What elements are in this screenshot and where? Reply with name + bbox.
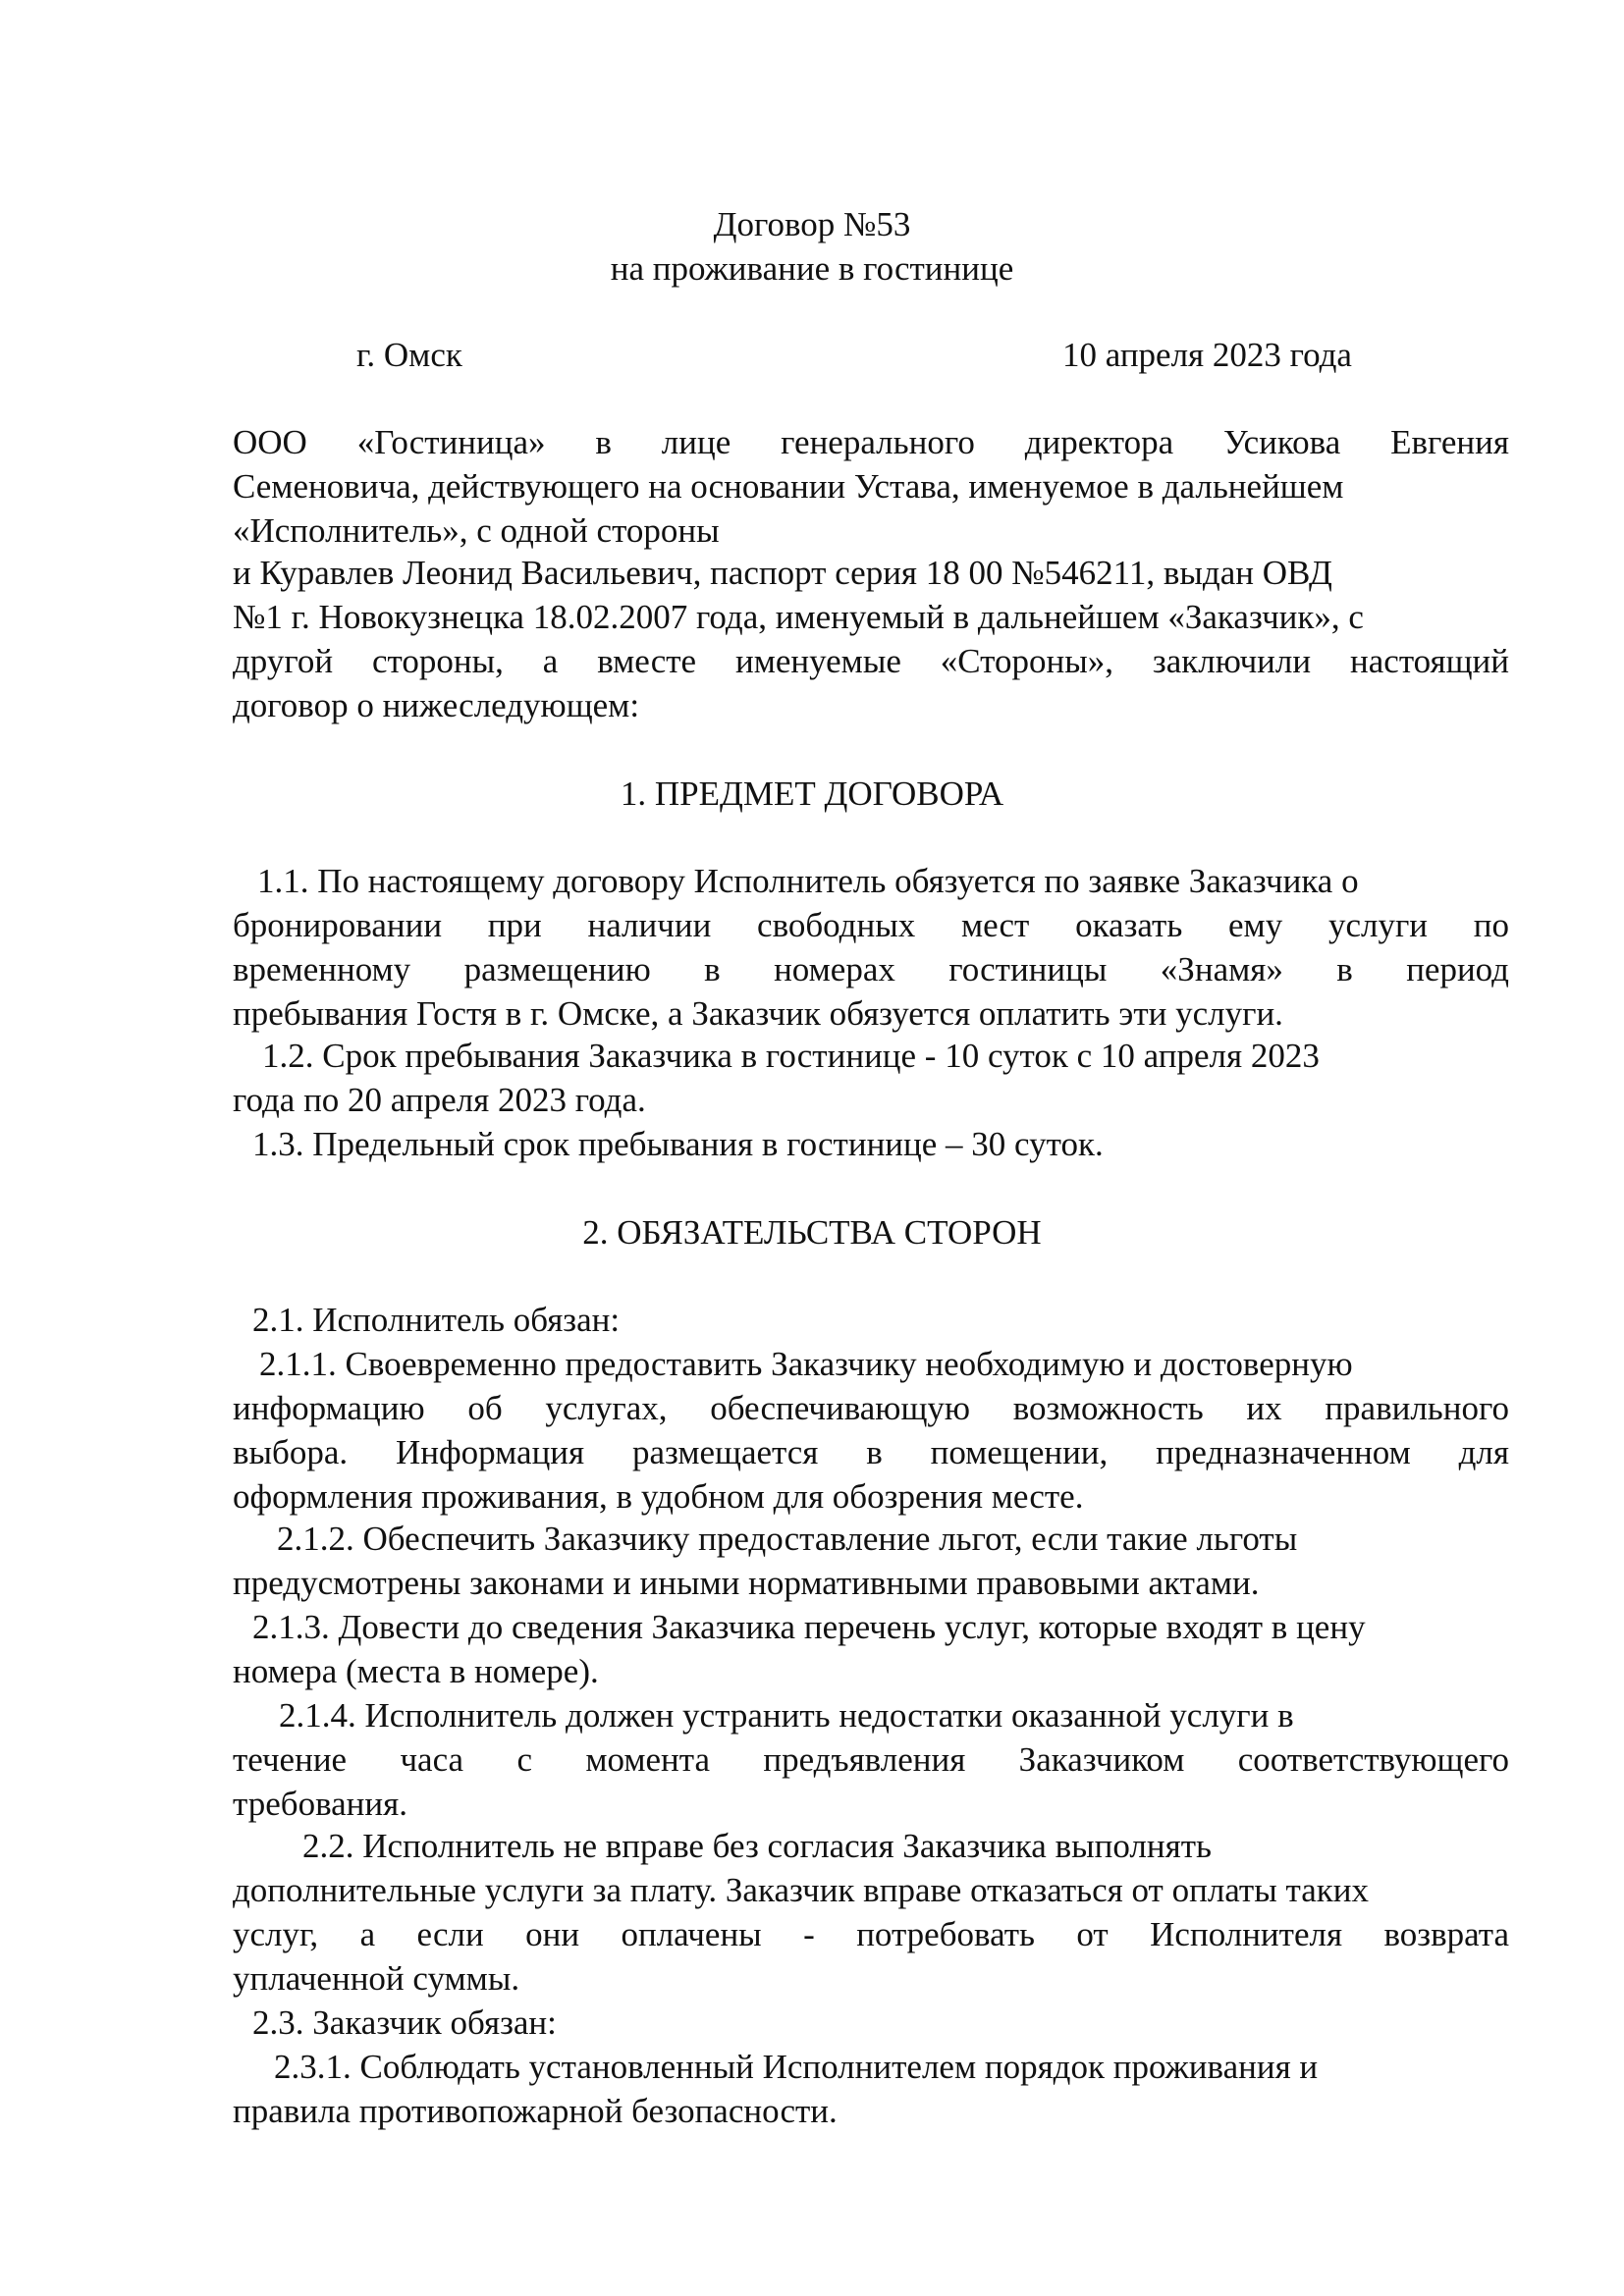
preamble-line: №1 г. Новокузнецка 18.02.2007 года, именуемый в дальнейшем «Заказчик», с — [233, 598, 1364, 636]
clause-line: правила противопожарной безопасности. — [233, 2092, 838, 2130]
preamble-line: другой стороны, а вместе именуемые «Стороны», заключили настоящий — [233, 642, 1509, 680]
clause-line: 1.2. Срок пребывания Заказчика в гостинице - 10 суток с 10 апреля 2023 — [262, 1037, 1320, 1075]
preamble-line: и Куравлев Леонид Васильевич, паспорт серия 18 00 №546211, выдан ОВД — [233, 554, 1332, 592]
section-2-heading: 2. ОБЯЗАТЕЛЬСТВА СТОРОН — [582, 1213, 1042, 1252]
preamble-line: договор о нижеследующем: — [233, 686, 640, 724]
document-subtitle: на проживание в гостинице — [610, 249, 1014, 288]
preamble-line: ООО «Гостиница» в лице генерального директора Усикова Евгения — [233, 423, 1509, 461]
clause-line: 2.1.4. Исполнитель должен устранить недостатки оказанной услуги в — [279, 1696, 1294, 1735]
clause-line: дополнительные услуги за плату. Заказчик вправе отказаться от оплаты таких — [233, 1871, 1369, 1909]
clause-line: 2.1. Исполнитель обязан: — [252, 1301, 621, 1339]
clause-line: течение часа с момента предъявления Заказчиком соответствующего — [233, 1740, 1509, 1779]
section-1-heading: 1. ПРЕДМЕТ ДОГОВОРА — [620, 774, 1004, 813]
clause-line: 2.1.3. Довести до сведения Заказчика перечень услуг, которые входят в цену — [252, 1608, 1366, 1646]
clause-line: оформления проживания, в удобном для обозрения месте. — [233, 1477, 1084, 1516]
clause-line: информацию об услугах, обеспечивающую возможность их правильного — [233, 1389, 1509, 1427]
preamble-line: Семеновича, действующего на основании Устава, именуемое в дальнейшем — [233, 467, 1344, 506]
clause-line: 2.2. Исполнитель не вправе без согласия Заказчика выполнять — [302, 1827, 1212, 1865]
clause-line: 2.1.1. Своевременно предоставить Заказчику необходимую и достоверную — [259, 1345, 1353, 1383]
date: 10 апреля 2023 года — [1062, 336, 1352, 374]
clause-line: предусмотрены законами и иными нормативными правовыми актами. — [233, 1564, 1260, 1602]
clause-line: 2.1.2. Обеспечить Заказчику предоставление льгот, если такие льготы — [277, 1520, 1298, 1558]
clause-line: временному размещению в номерах гостиницы «Знамя» в период — [233, 950, 1509, 988]
clause-line: выбора. Информация размещается в помещении, предназначенном для — [233, 1433, 1509, 1471]
clause-line: 1.3. Предельный срок пребывания в гостинице – 30 суток. — [252, 1125, 1104, 1163]
clause-line: года по 20 апреля 2023 года. — [233, 1081, 646, 1119]
preamble-line: «Исполнитель», с одной стороны — [233, 511, 720, 550]
clause-line: услуг, а если они оплачены - потребовать от Исполнителя возврата — [233, 1915, 1509, 1953]
clause-line: 1.1. По настоящему договору Исполнитель обязуется по заявке Заказчика о — [257, 862, 1359, 900]
clause-line: 2.3. Заказчик обязан: — [252, 2003, 557, 2042]
city: г. Омск — [356, 336, 462, 374]
clause-line: бронировании при наличии свободных мест оказать ему услуги по — [233, 906, 1509, 944]
clause-line: требования. — [233, 1785, 407, 1823]
clause-line: 2.3.1. Соблюдать установленный Исполнителем порядок проживания и — [274, 2048, 1319, 2086]
document-title: Договор №53 — [713, 205, 911, 243]
clause-line: уплаченной суммы. — [233, 1959, 520, 1998]
clause-line: пребывания Гостя в г. Омске, а Заказчик обязуется оплатить эти услуги. — [233, 994, 1283, 1033]
clause-line: номера (места в номере). — [233, 1652, 599, 1690]
